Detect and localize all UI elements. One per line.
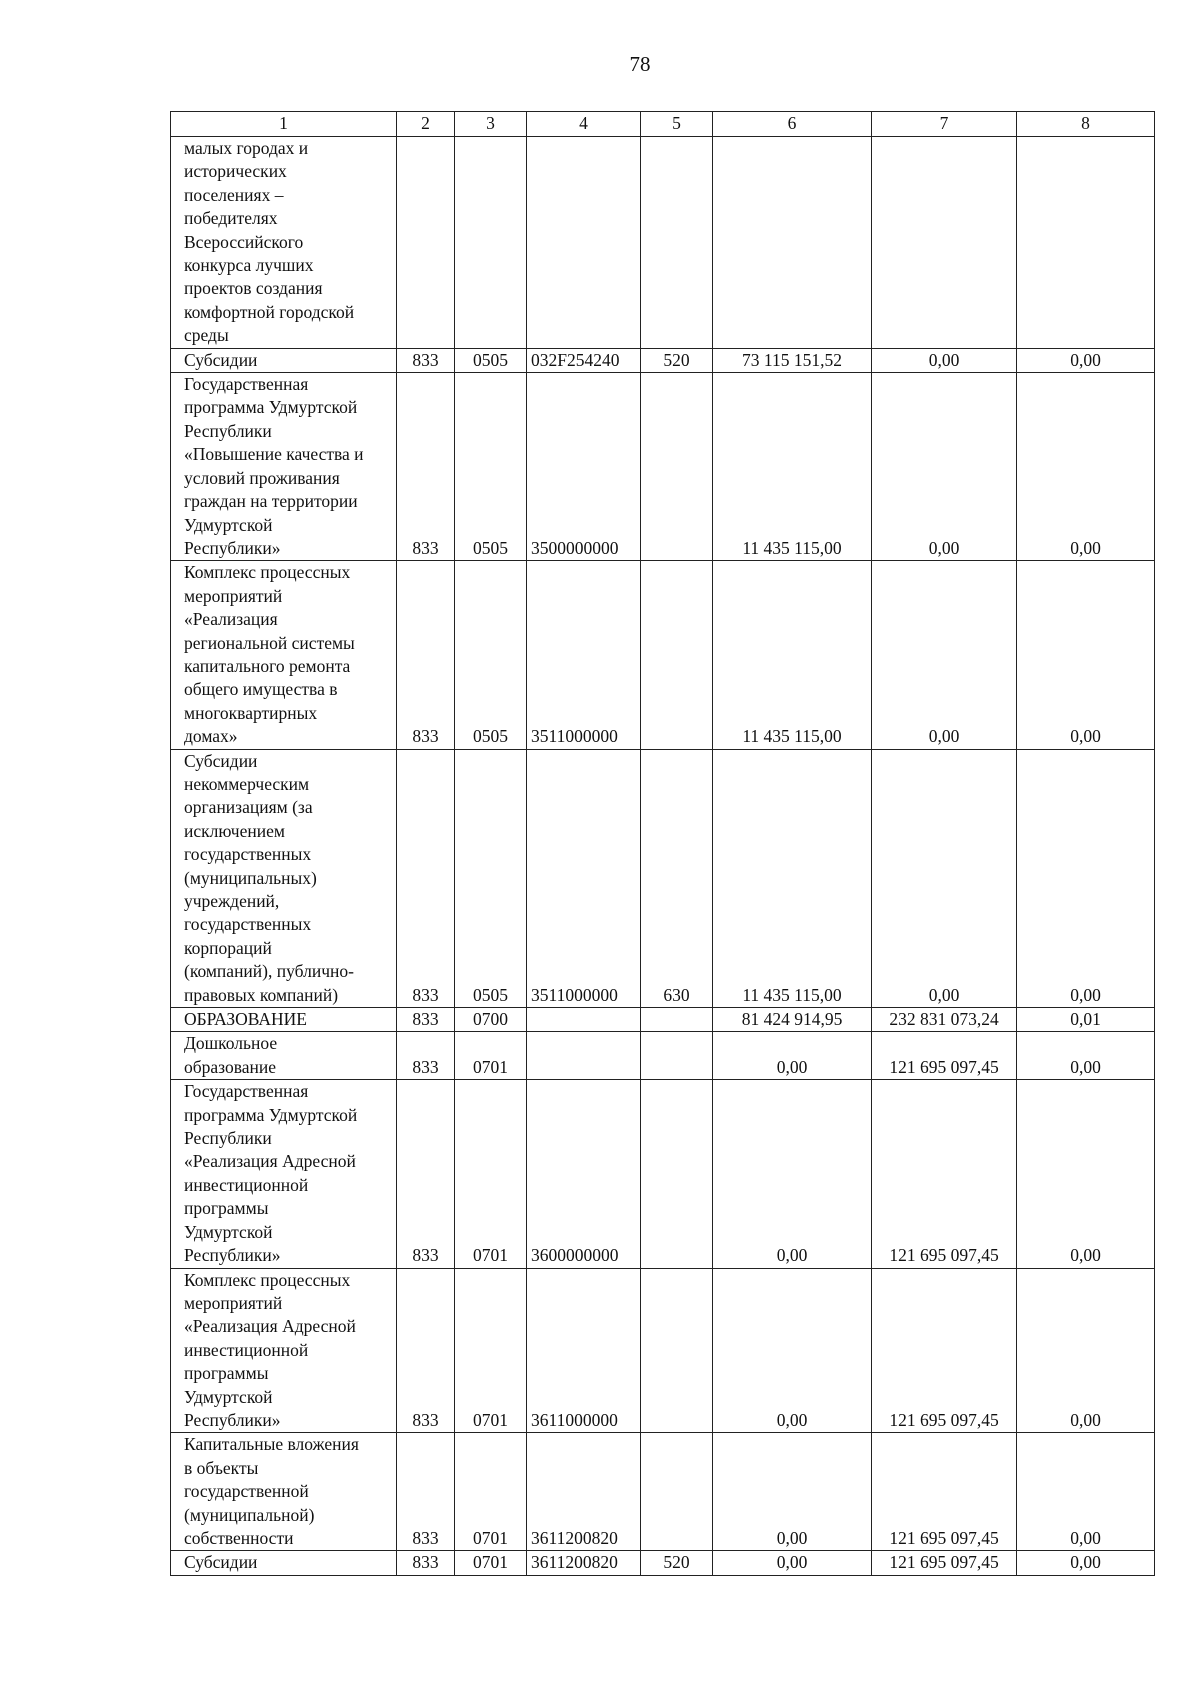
table-row (171, 137, 1155, 349)
column-header: 6 (713, 112, 872, 137)
amount-col7-cell (872, 137, 1017, 349)
row-name-cell: Комплекс процессных мероприятий «Реализация Адресной инвестиционной программы Удмуртской Республики» (171, 1268, 397, 1433)
amount-col8-cell: 0,00 (1017, 348, 1155, 372)
amount-col7-cell: 121 695 097,45 (872, 1551, 1017, 1575)
expense-type-cell: 520 (641, 348, 713, 372)
target-article-cell: 3611000000 (527, 1268, 641, 1433)
target-article-cell (527, 1008, 641, 1032)
table-row (171, 348, 1155, 372)
column-header: 1 (171, 112, 397, 137)
row-name-cell: Субсидии (171, 1551, 397, 1575)
admin-code-cell: 833 (397, 1551, 455, 1575)
amount-col8-cell: 0,00 (1017, 561, 1155, 749)
table-header-row (171, 112, 1155, 137)
column-header: 7 (872, 112, 1017, 137)
amount-col7-cell: 121 695 097,45 (872, 1433, 1017, 1551)
expense-type-cell: 520 (641, 1551, 713, 1575)
column-header: 5 (641, 112, 713, 137)
admin-code-cell: 833 (397, 561, 455, 749)
table-row (171, 1008, 1155, 1032)
target-article-cell (527, 137, 641, 349)
amount-col7-cell: 232 831 073,24 (872, 1008, 1017, 1032)
target-article-cell: 3611200820 (527, 1433, 641, 1551)
budget-table (170, 111, 1155, 1576)
page-number: 78 (629, 52, 651, 76)
admin-code-cell: 833 (397, 1433, 455, 1551)
table-row (171, 1032, 1155, 1080)
amount-col7-cell: 121 695 097,45 (872, 1080, 1017, 1268)
section-code-cell: 0505 (455, 348, 527, 372)
expense-type-cell (641, 1032, 713, 1080)
amount-col8-cell: 0,00 (1017, 1433, 1155, 1551)
section-code-cell (455, 137, 527, 349)
table-row (171, 373, 1155, 561)
amount-col6-cell: 11 435 115,00 (713, 749, 872, 1007)
target-article-cell: 3511000000 (527, 561, 641, 749)
expense-type-cell (641, 1268, 713, 1433)
amount-col6-cell: 0,00 (713, 1080, 872, 1268)
row-name-cell: Комплекс процессных мероприятий «Реализация региональной системы капитального ремонта общего имущества в многоквартирных домах» (171, 561, 397, 749)
section-code-cell: 0505 (455, 373, 527, 561)
amount-col8-cell: 0,01 (1017, 1008, 1155, 1032)
row-name-cell: Субсидии (171, 348, 397, 372)
admin-code-cell: 833 (397, 1268, 455, 1433)
target-article-cell: 3600000000 (527, 1080, 641, 1268)
amount-col6-cell: 11 435 115,00 (713, 561, 872, 749)
target-article-cell: 3500000000 (527, 373, 641, 561)
admin-code-cell: 833 (397, 348, 455, 372)
amount-col7-cell: 121 695 097,45 (872, 1032, 1017, 1080)
column-header: 8 (1017, 112, 1155, 137)
table-row (171, 1551, 1155, 1575)
amount-col8-cell: 0,00 (1017, 373, 1155, 561)
section-code-cell: 0505 (455, 561, 527, 749)
expense-type-cell (641, 373, 713, 561)
column-header: 4 (527, 112, 641, 137)
row-name-cell: Субсидии некоммерческим организациям (за исключением государственных (муниципальных) учреждений, государственных корпораций (компаний), публично- правовых компаний) (171, 749, 397, 1007)
table-row (171, 1268, 1155, 1433)
admin-code-cell: 833 (397, 1032, 455, 1080)
row-name-cell: Государственная программа Удмуртской Республики «Реализация Адресной инвестиционной программы Удмуртской Республики» (171, 1080, 397, 1268)
section-code-cell: 0701 (455, 1032, 527, 1080)
row-name-cell: Государственная программа Удмуртской Республики «Повышение качества и условий проживания граждан на территории Удмуртской Республики» (171, 373, 397, 561)
amount-col7-cell: 0,00 (872, 348, 1017, 372)
row-name-cell: Дошкольное образование (171, 1032, 397, 1080)
amount-col6-cell: 73 115 151,52 (713, 348, 872, 372)
admin-code-cell: 833 (397, 749, 455, 1007)
expense-type-cell (641, 1433, 713, 1551)
amount-col6-cell (713, 137, 872, 349)
table-row (171, 749, 1155, 1007)
expense-type-cell (641, 137, 713, 349)
row-name-cell: Капитальные вложения в объекты государственной (муниципальной) собственности (171, 1433, 397, 1551)
amount-col6-cell: 0,00 (713, 1032, 872, 1080)
target-article-cell: 3611200820 (527, 1551, 641, 1575)
amount-col7-cell: 0,00 (872, 373, 1017, 561)
amount-col6-cell: 0,00 (713, 1433, 872, 1551)
admin-code-cell (397, 137, 455, 349)
row-name-cell: малых городах и исторических поселениях – победителях Всероссийского конкурса лучших проектов создания комфортной городской среды (171, 137, 397, 349)
target-article-cell: 032F254240 (527, 348, 641, 372)
admin-code-cell: 833 (397, 1080, 455, 1268)
row-name-cell: ОБРАЗОВАНИЕ (171, 1008, 397, 1032)
section-code-cell: 0701 (455, 1551, 527, 1575)
section-code-cell: 0701 (455, 1433, 527, 1551)
column-header: 2 (397, 112, 455, 137)
amount-col6-cell: 0,00 (713, 1551, 872, 1575)
amount-col8-cell: 0,00 (1017, 1032, 1155, 1080)
table-row (171, 1433, 1155, 1551)
amount-col6-cell: 0,00 (713, 1268, 872, 1433)
amount-col8-cell: 0,00 (1017, 1551, 1155, 1575)
amount-col6-cell: 81 424 914,95 (713, 1008, 872, 1032)
amount-col8-cell (1017, 137, 1155, 349)
amount-col7-cell: 121 695 097,45 (872, 1268, 1017, 1433)
column-header: 3 (455, 112, 527, 137)
section-code-cell: 0700 (455, 1008, 527, 1032)
amount-col8-cell: 0,00 (1017, 1080, 1155, 1268)
admin-code-cell: 833 (397, 373, 455, 561)
amount-col6-cell: 11 435 115,00 (713, 373, 872, 561)
expense-type-cell (641, 1080, 713, 1268)
amount-col8-cell: 0,00 (1017, 749, 1155, 1007)
section-code-cell: 0701 (455, 1080, 527, 1268)
amount-col7-cell: 0,00 (872, 749, 1017, 1007)
section-code-cell: 0701 (455, 1268, 527, 1433)
admin-code-cell: 833 (397, 1008, 455, 1032)
section-code-cell: 0505 (455, 749, 527, 1007)
amount-col8-cell: 0,00 (1017, 1268, 1155, 1433)
expense-type-cell (641, 1008, 713, 1032)
target-article-cell (527, 1032, 641, 1080)
target-article-cell: 3511000000 (527, 749, 641, 1007)
table-row (171, 561, 1155, 749)
amount-col7-cell: 0,00 (872, 561, 1017, 749)
expense-type-cell (641, 561, 713, 749)
expense-type-cell: 630 (641, 749, 713, 1007)
table-row (171, 1080, 1155, 1268)
